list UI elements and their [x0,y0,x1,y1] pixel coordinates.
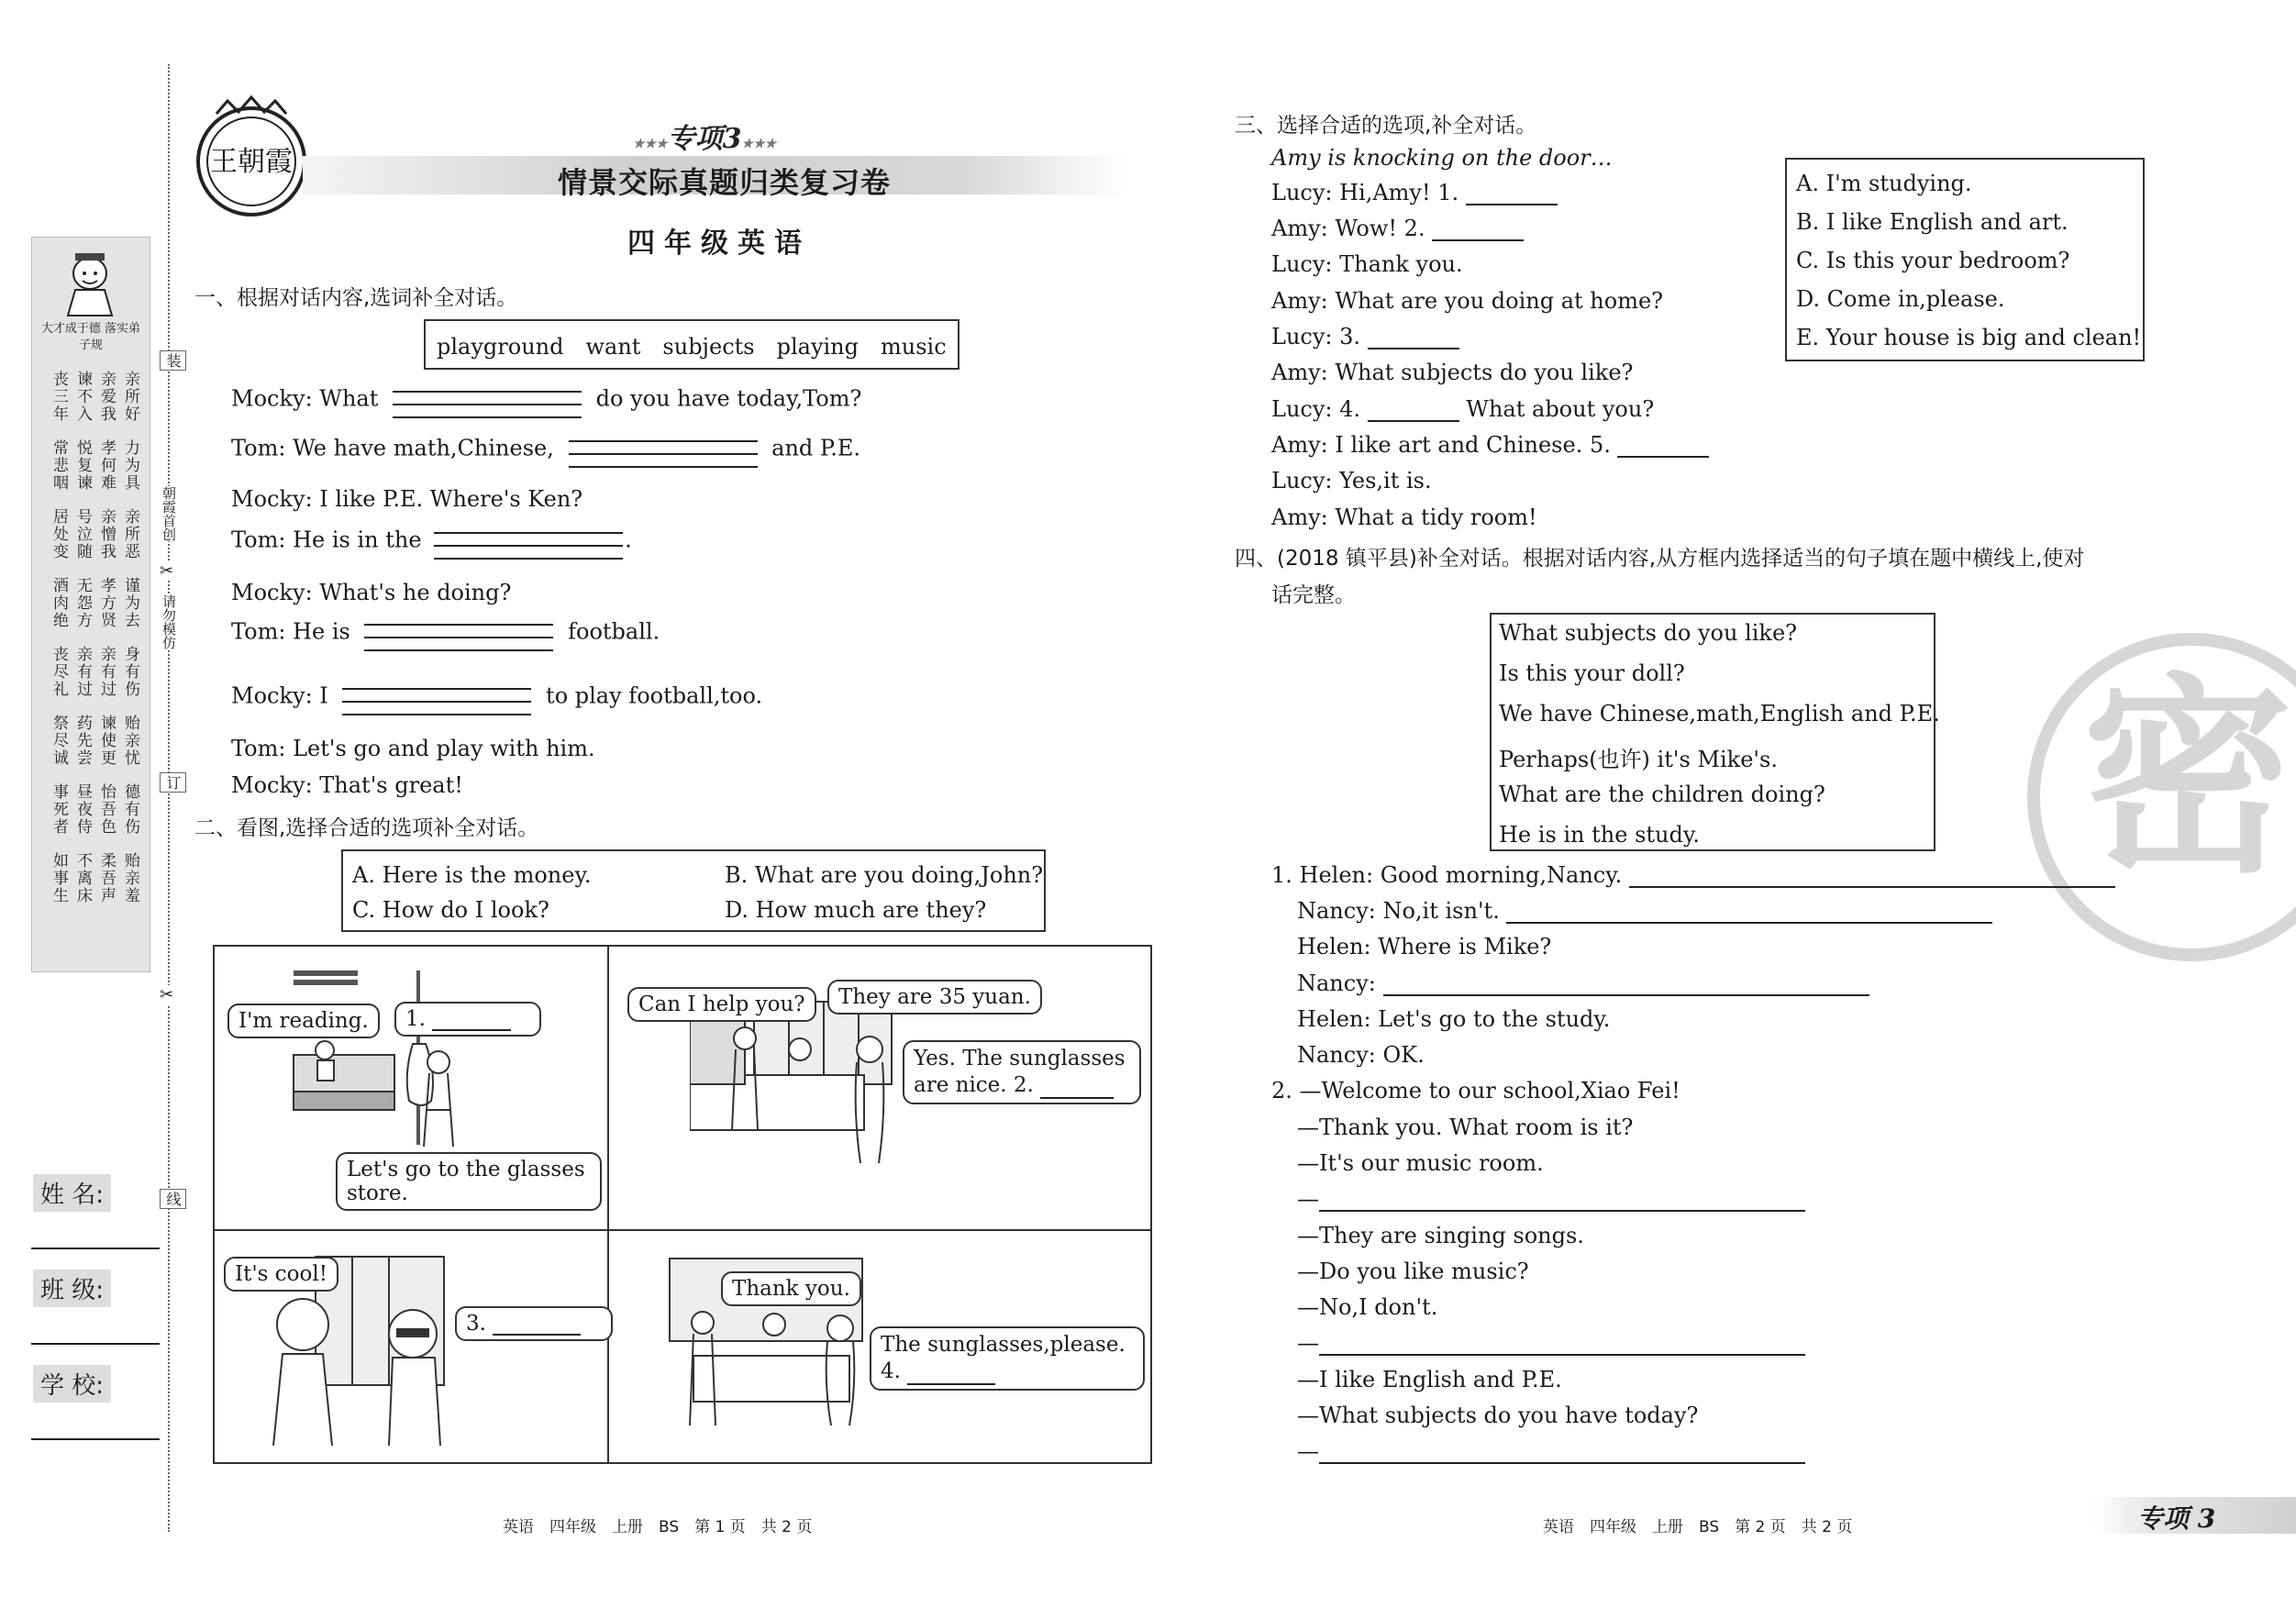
sidebar-poem-column: 柔吾声 [97,852,116,904]
sidebar-poem-column: 药先尝 [73,715,92,767]
q1-line-6: Tom: He is football. [231,615,660,651]
q3-line-7: Lucy: 4. What about you? [1271,396,1655,422]
q4-d2-line-5: —They are singing songs. [1297,1223,1584,1248]
sidebar-poem-column: 亲憎我 [97,508,116,560]
sidebar-poem-column: 祭尽诚 [50,715,68,767]
answer-blank[interactable] [907,1383,995,1385]
sidebar-poem-column: 丧尽礼 [50,646,68,698]
sidebar-poem-column: 贻亲忧 [121,715,139,767]
q3-option-e: E. Your house is big and clean! [1796,325,2142,350]
sidebar-motto: 大才成于德 落实弟子规 [40,322,141,352]
q2-option-b: B. What are you doing,John? [725,862,1044,888]
panel1-bubble-reading: I'm reading. [227,1004,380,1038]
sidebar-poem-column: 无怨方 [73,577,92,629]
q3-line-4: Amy: What are you doing at home? [1271,288,1664,314]
class-label: 班 级: [33,1270,111,1307]
q4-d2-line-7: —No,I don't. [1297,1294,1438,1320]
q3-option-b: B. I like English and art. [1796,209,2069,235]
q1-word-box: playground want subjects playing music [424,319,959,370]
footer-left: 英语 四年级 上册 BS 第 1 页 共 2 页 [503,1518,813,1536]
panel2-bubble-nice: Yes. The sunglasses are nice. 2. [903,1040,1141,1104]
sidebar-poem-column: 亲爱我 [97,371,116,423]
q4-d1-line-4: Nancy: [1297,970,1869,996]
q4-d2-line-6: —Do you like music? [1297,1259,1529,1284]
q1-line-5: Mocky: What's he doing? [231,580,512,605]
q2-option-d: D. How much are they? [725,897,987,923]
q1-line-4: Tom: He is in the . [231,523,632,560]
q3-line-5: Lucy: 3. [1271,324,1459,349]
sidebar-poem-column: 号泣随 [73,508,92,560]
sidebar-poem-column: 亲所好 [121,371,139,423]
vertical-label-zhuang: 装 [160,350,186,371]
panel1-bubble-glasses: Let's go to the glasses store. [336,1152,602,1211]
sidebar-poem-column: 悦复谏 [73,439,92,492]
page-title: 情景交际真题归类复习卷 [558,165,892,200]
sidebar-poem-column: 不离床 [73,852,92,904]
q4-d2-line-8: — [1297,1330,1805,1356]
q3-heading: 三、选择合适的选项,补全对话。 [1235,114,1537,138]
q2-heading: 二、看图,选择合适的选项补全对话。 [194,816,539,840]
sidebar-poem-column: 如事生 [50,852,68,904]
q1-line-2: Tom: We have math,Chinese, and P.E. [231,431,860,468]
answer-blank[interactable] [1319,1354,1805,1356]
sidebar-poem-column: 谨为去 [121,577,139,629]
q4-option-2: Is this your doll? [1499,660,1685,686]
q3-intro: Amy is knocking on the door… [1271,145,1613,171]
answer-blank[interactable] [1368,420,1459,422]
q4-heading-1: 四、(2018 镇平县)补全对话。根据对话内容,从方框内选择适当的句子填在题中横线上,使对 [1235,547,2085,571]
q1-line-7: Mocky: I to play football,too. [231,679,762,715]
sidebar-poem-column: 亲所恶 [121,508,139,560]
panel2-bubble-price: They are 35 yuan. [827,980,1042,1015]
answer-blank[interactable] [364,615,553,651]
q2-options-box [341,849,1046,932]
panel4-bubble-sunglasses: The sunglasses,please. 4. [870,1326,1145,1391]
answer-blank[interactable] [1506,922,1992,924]
sidebar-poem-column: 丧三年 [50,371,68,423]
answer-blank[interactable] [1466,204,1558,205]
q3-options-box [1785,158,2145,361]
header-small-title: ★★★专项3★★★ [633,123,777,155]
vertical-label-warning: 请勿模仿 [161,594,177,649]
q4-d2-line-10: —What subjects do you have today? [1297,1403,1699,1428]
q3-line-6: Amy: What subjects do you like? [1271,360,1634,385]
vertical-label-xian: 线 [160,1189,186,1209]
q1-line-3: Mocky: I like P.E. Where's Ken? [231,486,583,512]
panel3-bubble-cool: It's cool! [224,1257,338,1292]
cartoon-scholar-icon [48,246,132,317]
q4-option-5: What are the children doing? [1499,782,1825,807]
q3-line-2: Amy: Wow! 2. [1271,216,1524,241]
panel1-illustration [275,963,477,1147]
sidebar-poem-column: 酒肉绝 [50,577,68,629]
sidebar-poem-column: 谏使更 [97,715,116,767]
q4-option-4: Perhaps(也许) it's Mike's. [1499,747,1778,772]
answer-blank[interactable] [1617,456,1709,458]
q3-option-a: A. I'm studying. [1796,171,1972,196]
answer-blank[interactable] [1629,886,2115,888]
sidebar-poem-column: 居处变 [50,508,68,560]
q2-option-c: C. How do I look? [352,897,549,923]
q3-option-d: D. Come in,please. [1796,286,2005,312]
sidebar-poem-column: 谏不入 [73,371,92,423]
sidebar-poem-column: 亲有过 [73,646,92,698]
q3-line-10: Amy: What a tidy room! [1271,505,1537,530]
q4-d1-line-2: Nancy: No,it isn't. [1297,898,1992,924]
vertical-label-brand: 朝霞首创 [161,486,177,541]
answer-blank[interactable] [1368,348,1459,349]
panel2-bubble-help: Can I help you? [627,987,816,1022]
q4-d1-line-3: Helen: Where is Mike? [1297,934,1552,959]
sidebar-poem-column: 怡吾色 [97,783,116,836]
q4-option-3: We have Chinese,math,English and P.E. [1499,701,1940,726]
q4-d2-line-1: 2. —Welcome to our school,Xiao Fei! [1271,1078,1680,1103]
q1-heading: 一、根据对话内容,选词补全对话。 [194,286,518,310]
scissors-icon: ✂ [160,985,174,1004]
page-subtitle: 四年级英语 [627,227,811,260]
q3-line-1: Lucy: Hi,Amy! 1. [1271,180,1558,205]
answer-blank[interactable] [434,523,623,560]
answer-blank[interactable] [1383,994,1869,996]
answer-blank[interactable] [342,679,531,715]
q1-line-9: Mocky: That's great! [231,772,463,798]
panel4-bubble-thanks: Thank you. [721,1271,861,1306]
answer-blank[interactable] [1319,1462,1805,1464]
q4-d1-line-1: 1. Helen: Good morning,Nancy. [1271,862,2115,888]
q4-option-1: What subjects do you like? [1499,620,1798,646]
sidebar-poem-column: 孝方贤 [97,577,116,629]
sidebar-poem-column: 力为具 [121,439,139,492]
sidebar-poem-column: 身有伤 [121,646,139,698]
answer-blank[interactable] [569,431,758,468]
answer-blank[interactable] [432,1029,511,1031]
panel3-bubble-answer: 3. [455,1306,613,1341]
sidebar-poem-column: 孝何难 [97,439,116,492]
corner-tag-label: 专项 3 [2137,1503,2216,1534]
scissors-icon: ✂ [160,561,174,581]
watermark-char: 密 [2082,657,2294,902]
panel1-bubble-answer: 1. [394,1002,541,1037]
answer-blank[interactable] [493,1334,581,1336]
q3-line-3: Lucy: Thank you. [1271,251,1463,277]
vertical-label-ding: 订 [160,772,186,793]
q4-d1-line-6: Nancy: OK. [1297,1042,1425,1068]
q4-d2-line-11: — [1297,1438,1805,1464]
q1-line-1: Mocky: What do you have today,Tom? [231,382,861,418]
q4-heading-2: 话完整。 [1271,583,1356,607]
q3-option-c: C. Is this your bedroom? [1796,248,2070,273]
q2-option-a: A. Here is the money. [352,862,592,888]
class-field[interactable] [31,1343,160,1345]
name-field[interactable] [31,1248,160,1249]
q3-line-8: Amy: I like art and Chinese. 5. [1271,432,1709,458]
school-label: 学 校: [33,1365,111,1403]
q3-line-9: Lucy: Yes,it is. [1271,468,1432,494]
q4-d2-line-4: — [1297,1186,1805,1212]
q4-d2-line-9: —I like English and P.E. [1297,1367,1562,1392]
q4-d2-line-2: —Thank you. What room is it? [1297,1115,1634,1140]
answer-blank[interactable] [1319,1210,1805,1212]
answer-blank[interactable] [1040,1097,1114,1099]
sidebar-poem-column: 事死者 [50,783,68,836]
q4-d2-line-3: —It's our music room. [1297,1150,1544,1176]
sidebar-poem-column: 贻亲羞 [121,852,139,904]
footer-right: 英语 四年级 上册 BS 第 2 页 共 2 页 [1543,1518,1853,1536]
school-field[interactable] [31,1438,160,1440]
q1-line-8: Tom: Let's go and play with him. [231,736,595,761]
binding-dotted-line [168,64,170,1532]
q4-options-box [1490,613,1940,851]
answer-blank[interactable] [1432,239,1524,241]
q4-option-6: He is in the study. [1499,822,1700,848]
sidebar-poem-column: 德有伤 [121,783,139,836]
svg-text:王朝霞: 王朝霞 [210,146,293,178]
q4-d1-line-5: Helen: Let's go to the study. [1297,1006,1611,1032]
answer-blank[interactable] [393,382,582,418]
name-label: 姓 名: [33,1174,111,1212]
sidebar-poem-column: 昼夜侍 [73,783,92,836]
sidebar-poem-column: 亲有过 [97,646,116,698]
sidebar-poem-column: 常悲咽 [50,439,68,492]
sidebar-poem [44,371,139,904]
